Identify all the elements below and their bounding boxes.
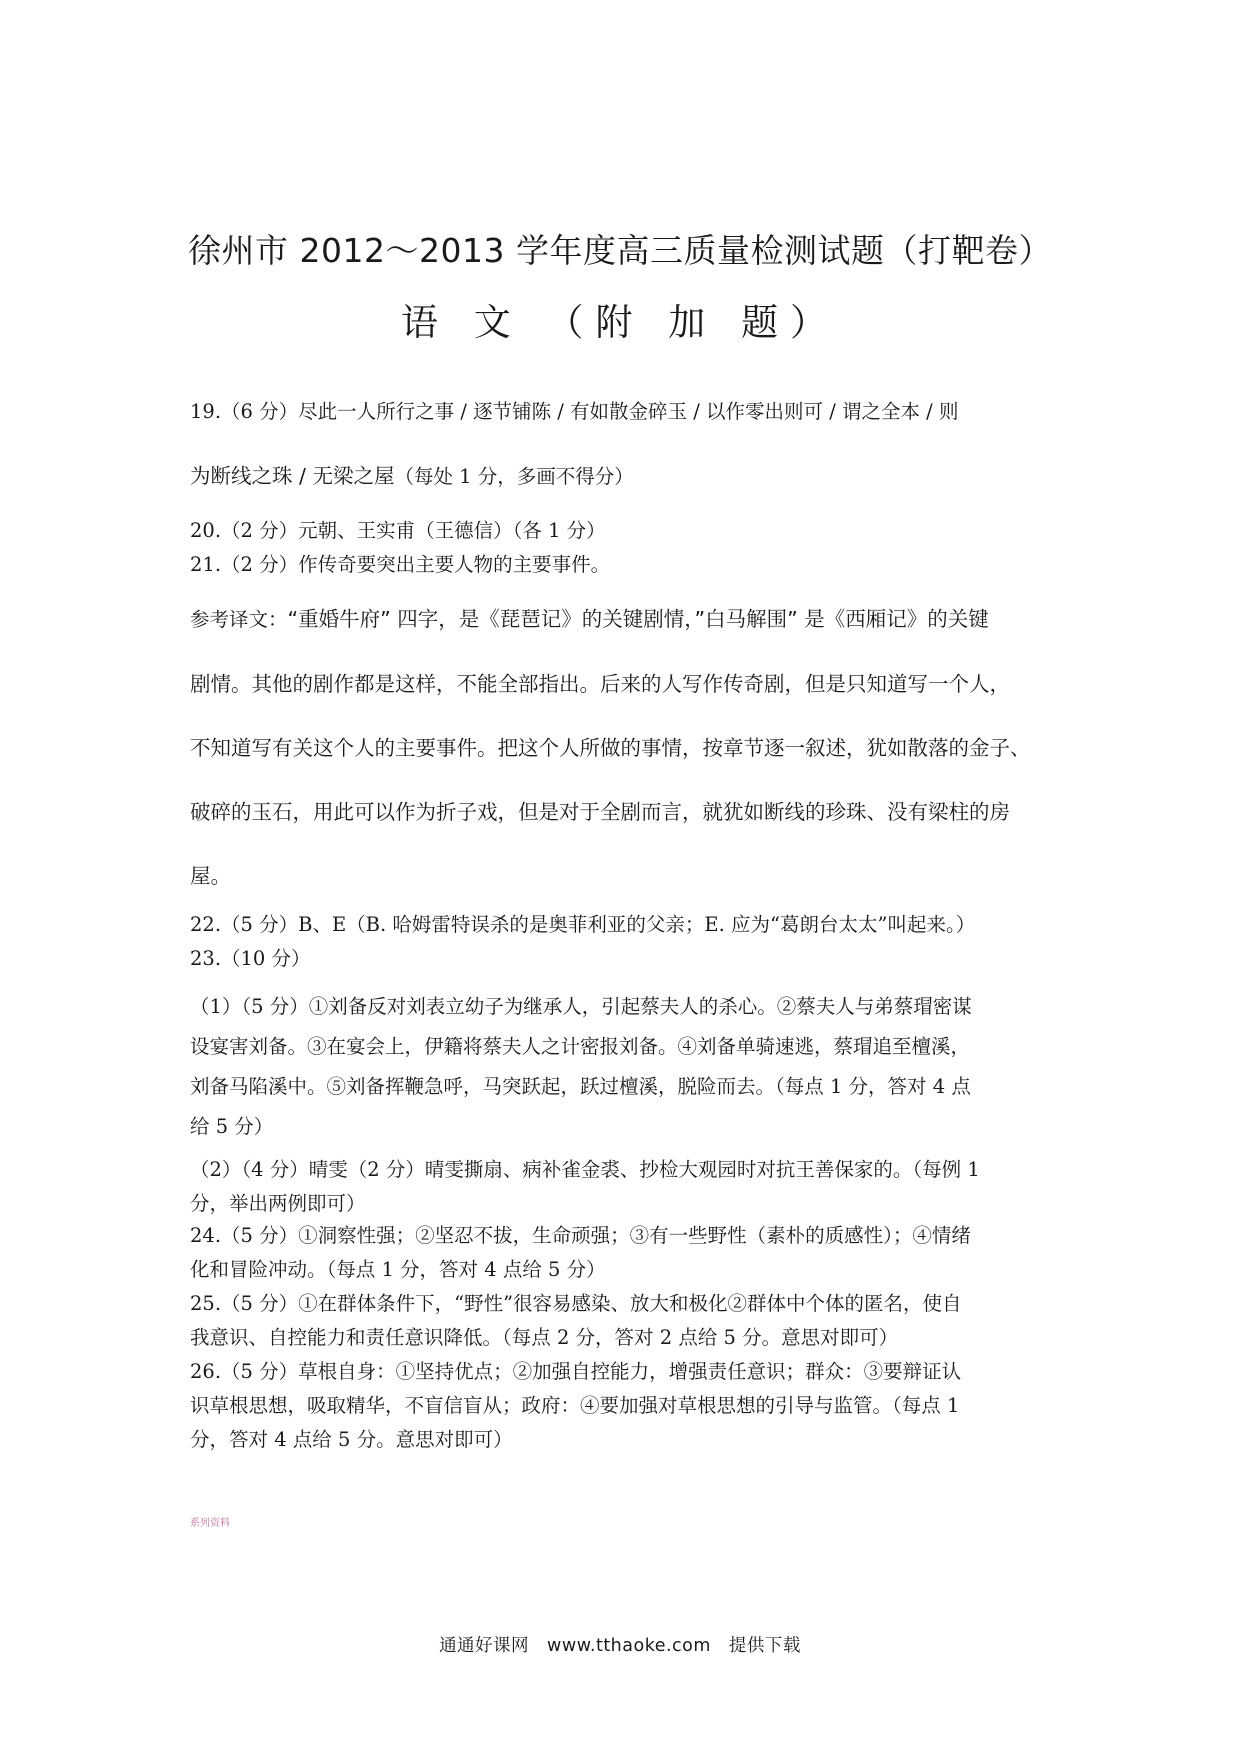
answer-26-line: 分，答对 4 点给 5 分。意思对即可） [190,1428,513,1451]
series-material-mark: 系列资料 [190,1518,230,1529]
answer-23-heading: 23.（10 分） [190,947,311,970]
answer-20-21 [190,514,1056,582]
answer-23-1-line: 刘备马陷溪中。⑤刘备挥鞭急呼，马突跃起，跃过檀溪，脱险而去。（每点 1 分，答对 4 点 [190,1075,971,1098]
translation-line-4: 破碎的玉石，用此可以作为折子戏，但是对于全剧而言，就犹如断线的珍珠、没有梁柱的房 [190,800,1010,824]
answer-19-continued [190,459,1056,494]
answer-26 [190,1355,1056,1457]
answer-23-part-2 [190,1153,1056,1221]
translation-line-3: 不知道写有关这个人的主要事件。把这个人所做的事情，按章节逐一叙述，犹如散落的金子、 [190,736,1031,760]
translation-line-2: 剧情。其他的剧作都是这样，不能全部指出。后来的人写作传奇剧，但是只知道写一个人， [190,672,1010,696]
answer-24-line: 24.（5 分）①洞察性强；②坚忍不拔，生命顽强；③有一些野性（素朴的质感性）；④情绪 [190,1224,971,1247]
answer-23-2-line: 分，举出两例即可） [190,1192,366,1215]
answer-23-2-line: （2）（4 分）晴雯（2 分）晴雯撕扇、病补雀金裘、抄检大观园时对抗王善保家的。（每例 1 [190,1158,980,1181]
answer-25 [190,1287,1056,1355]
download-credit: 通通好课网 www.tthaoke.com 提供下载 [439,1636,801,1656]
answer-23-part-1 [190,987,1056,1147]
answer-19-line-1: 19.（6 分）尽此一人所行之事 / 逐节铺陈 / 有如散金碎玉 / 以作零出则可 / 谓之全本 / 则 [190,400,959,423]
answer-22-23 [190,908,1056,976]
answer-26-line: 识草根思想，吸取精华，不盲信盲从；政府：④要加强对草根思想的引导与监管。（每点 1 [190,1394,960,1417]
answer-20: 20.（2 分）元朝、王实甫（王德信）（各 1 分） [190,519,606,542]
answer-25-line: 我意识、自控能力和责任意识降低。（每点 2 分，答对 2 点给 5 分。意思对即可） [190,1326,899,1349]
answer-23-1-line: 设宴害刘备。③在宴会上，伊籍将蔡夫人之计密报刘备。④刘备单骑速逃，蔡瑁追至檀溪， [190,1035,971,1058]
translation-line-1: “重婚牛府” 四字，是《琵琶记》的关键剧情，”白马解围” 是《西厢记》的关键 [287,607,989,631]
answer-19-scoring: （每处 1 分，多画不得分） [394,465,634,488]
answer-22: 22.（5 分）B、E（B. 哈姆雷特误杀的是奥菲利亚的父亲；E. 应为“葛朗台太太”叫起来。） [190,913,976,936]
translation-label: 参考译文： [190,608,288,631]
answer-21: 21.（2 分）作传奇要突出主要人物的主要事件。 [190,553,611,576]
answer-19 [190,395,1056,429]
answer-25-line: 25.（5 分）①在群体条件下，“野性”很容易感染、放大和极化②群体中个体的匿名，使自 [190,1292,962,1315]
page-subtitle: 语 文 （附 加 题） [400,301,840,344]
page-title: 徐州市 2012～2013 学年度高三质量检测试题（打靶卷） [188,231,1052,270]
answer-19-emphasis: 为断线之珠 / 无梁之屋 [190,464,395,488]
translation-line-5: 屋。 [190,864,231,888]
answer-23-1-line: （1）（5 分）①刘备反对刘表立幼子为继承人，引起蔡夫人的杀心。②蔡夫人与弟蔡瑁密谋 [190,995,972,1018]
answer-24 [190,1219,1056,1287]
reference-translation [190,587,1056,908]
answer-26-line: 26.（5 分）草根自身：①坚持优点；②加强自控能力，增强责任意识；群众：③要辩证认 [190,1360,962,1383]
answer-23-1-line: 给 5 分） [190,1115,274,1138]
answer-24-line: 化和冒险冲动。（每点 1 分，答对 4 点给 5 分） [190,1258,606,1281]
